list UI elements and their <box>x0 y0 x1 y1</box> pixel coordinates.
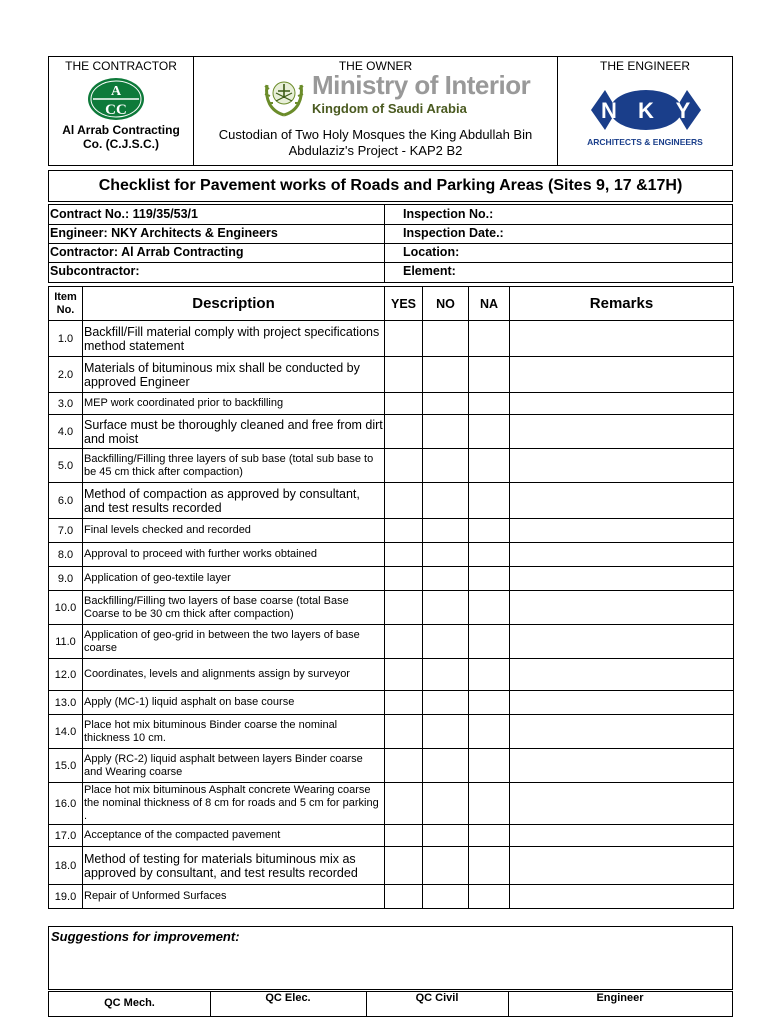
contractor-name-line1: Al Arrab Contracting <box>62 123 180 137</box>
subcontractor: Subcontractor: <box>50 264 140 278</box>
table-header <box>49 287 734 321</box>
remarks-cell[interactable] <box>510 415 734 449</box>
item-no: 19.0 <box>49 885 83 909</box>
na-cell[interactable] <box>469 321 510 357</box>
suggestions-box[interactable] <box>48 926 733 990</box>
item-description: Coordinates, levels and alignments assign by surveyor <box>83 659 385 691</box>
no-cell[interactable] <box>423 659 469 691</box>
remarks-cell[interactable] <box>510 449 734 483</box>
location: Location: <box>403 245 460 259</box>
info-row-3 <box>49 243 732 262</box>
item-description: Apply (MC-1) liquid asphalt on base course <box>83 691 385 715</box>
checklist-table <box>48 286 734 909</box>
item-description: Backfilling/Filling two layers of base coarse (total Base Coarse to be 30 cm thick after compaction) <box>83 591 385 625</box>
item-no: 6.0 <box>49 483 83 519</box>
engineer-cell <box>557 56 733 166</box>
item-no: 10.0 <box>49 591 83 625</box>
remarks-cell[interactable] <box>510 543 734 567</box>
ministry-title: Ministry of Interior <box>312 70 531 100</box>
item-no: 8.0 <box>49 543 83 567</box>
na-cell[interactable] <box>469 749 510 783</box>
owner-label: THE OWNER <box>338 59 413 73</box>
owner-cell <box>193 56 558 166</box>
table-row <box>49 659 734 691</box>
no-cell[interactable] <box>423 519 469 543</box>
item-no: 18.0 <box>49 847 83 885</box>
yes-cell[interactable] <box>385 519 423 543</box>
info-row-2 <box>49 224 732 243</box>
acc-logo <box>87 77 145 121</box>
yes-cell[interactable] <box>385 847 423 885</box>
engineer-info: Engineer: NKY Architects & Engineers <box>50 226 278 240</box>
na-cell[interactable] <box>469 825 510 847</box>
na-cell[interactable] <box>469 449 510 483</box>
yes-cell[interactable] <box>385 415 423 449</box>
na-cell[interactable] <box>469 393 510 415</box>
contractor-cell <box>48 56 194 166</box>
yes-cell[interactable] <box>385 567 423 591</box>
item-no: 13.0 <box>49 691 83 715</box>
na-cell[interactable] <box>469 691 510 715</box>
item-description: Final levels checked and recorded <box>83 519 385 543</box>
item-no: 3.0 <box>49 393 83 415</box>
col-description: Description <box>83 287 385 321</box>
info-row-4 <box>49 262 732 281</box>
table-row <box>49 393 734 415</box>
no-cell[interactable] <box>423 543 469 567</box>
item-no: 11.0 <box>49 625 83 659</box>
item-description: Application of geo-textile layer <box>83 567 385 591</box>
yes-cell[interactable] <box>385 483 423 519</box>
no-cell[interactable] <box>423 321 469 357</box>
signoff-row <box>48 991 733 1017</box>
na-cell[interactable] <box>469 519 510 543</box>
yes-cell[interactable] <box>385 783 423 825</box>
remarks-cell[interactable] <box>510 591 734 625</box>
nky-logo-n: N <box>601 98 617 123</box>
col-remarks: Remarks <box>510 287 734 321</box>
col-na: NA <box>469 287 510 321</box>
remarks-cell[interactable] <box>510 483 734 519</box>
item-description: Acceptance of the compacted pavement <box>83 825 385 847</box>
engineer-label: THE ENGINEER <box>599 59 690 73</box>
remarks-cell[interactable] <box>510 885 734 909</box>
no-cell[interactable] <box>423 749 469 783</box>
no-cell[interactable] <box>423 449 469 483</box>
table-row <box>49 357 734 393</box>
remarks-cell[interactable] <box>510 567 734 591</box>
contract-info <box>48 204 733 283</box>
project-line1: Custodian of Two Holy Mosques the King Abdullah Bin <box>218 127 533 142</box>
yes-cell[interactable] <box>385 393 423 415</box>
col-item-no: Item No. <box>49 287 83 321</box>
table-row <box>49 885 734 909</box>
table-row <box>49 847 734 885</box>
table-row <box>49 625 734 659</box>
ministry-subtitle: Kingdom of Saudi Arabia <box>312 101 467 116</box>
item-no: 4.0 <box>49 415 83 449</box>
no-cell[interactable] <box>423 567 469 591</box>
qc-mech: QC Mech. <box>104 997 155 1009</box>
nky-subtitle: ARCHITECTS & ENGINEERS <box>587 137 703 147</box>
item-description: Backfill/Fill material comply with project specifications method statement <box>83 321 385 357</box>
na-cell[interactable] <box>469 543 510 567</box>
na-cell[interactable] <box>469 567 510 591</box>
item-description: Approval to proceed with further works obtained <box>83 543 385 567</box>
item-description: Place hot mix bituminous Asphalt concrete Wearing coarse the nominal thickness of 8 cm for roads and 5 cm for parking . <box>83 783 385 825</box>
table-row <box>49 543 734 567</box>
remarks-cell[interactable] <box>510 519 734 543</box>
remarks-cell[interactable] <box>510 321 734 357</box>
na-cell[interactable] <box>469 415 510 449</box>
contract-no: Contract No.: 119/35/53/1 <box>50 207 198 221</box>
nky-logo <box>589 87 703 133</box>
nky-logo-y: Y <box>675 98 691 123</box>
table-row <box>49 567 734 591</box>
remarks-cell[interactable] <box>510 659 734 691</box>
remarks-cell[interactable] <box>510 357 734 393</box>
project-description <box>194 127 557 159</box>
item-description: Apply (RC-2) liquid asphalt between layers Binder coarse and Wearing coarse <box>83 749 385 783</box>
na-cell[interactable] <box>469 357 510 393</box>
qc-civil: QC Civil <box>415 992 459 1004</box>
item-no: 17.0 <box>49 825 83 847</box>
yes-cell[interactable] <box>385 885 423 909</box>
project-line2: Abdulaziz's Project - KAP2 B2 <box>288 143 463 158</box>
inspection-date: Inspection Date.: <box>403 226 504 240</box>
no-cell[interactable] <box>423 625 469 659</box>
yes-cell[interactable] <box>385 659 423 691</box>
info-row-1 <box>49 205 732 224</box>
engineer-sign: Engineer <box>596 992 644 1004</box>
yes-cell[interactable] <box>385 449 423 483</box>
no-cell[interactable] <box>423 825 469 847</box>
na-cell[interactable] <box>469 483 510 519</box>
no-cell[interactable] <box>423 591 469 625</box>
no-cell[interactable] <box>423 393 469 415</box>
nky-logo-k: K <box>638 98 654 123</box>
item-description: Repair of Unformed Surfaces <box>83 885 385 909</box>
remarks-cell[interactable] <box>510 847 734 885</box>
checklist-title-box <box>48 170 733 202</box>
item-no: 7.0 <box>49 519 83 543</box>
na-cell[interactable] <box>469 783 510 825</box>
qc-elec: QC Elec. <box>265 992 311 1004</box>
item-no: 14.0 <box>49 715 83 749</box>
remarks-cell[interactable] <box>510 825 734 847</box>
no-cell[interactable] <box>423 783 469 825</box>
item-description: Method of testing for materials bituminous mix as approved by consultant, and test results recorded <box>83 847 385 885</box>
yes-cell[interactable] <box>385 357 423 393</box>
item-description: Application of geo-grid in between the two layers of base coarse <box>83 625 385 659</box>
item-description: Place hot mix bituminous Binder coarse the nominal thickness 10 cm. <box>83 715 385 749</box>
table-row <box>49 691 734 715</box>
remarks-cell[interactable] <box>510 749 734 783</box>
col-yes: YES <box>385 287 423 321</box>
no-cell[interactable] <box>423 691 469 715</box>
remarks-cell[interactable] <box>510 393 734 415</box>
no-cell[interactable] <box>423 847 469 885</box>
col-no: NO <box>423 287 469 321</box>
na-cell[interactable] <box>469 659 510 691</box>
table-row <box>49 825 734 847</box>
yes-cell[interactable] <box>385 825 423 847</box>
item-description: Backfilling/Filling three layers of sub base (total sub base to be 45 cm thick after compaction) <box>83 449 385 483</box>
no-cell[interactable] <box>423 483 469 519</box>
contractor-label: THE CONTRACTOR <box>65 59 177 73</box>
checklist-title: Checklist for Pavement works of Roads and Parking Areas (Sites 9, 17 &17H) <box>98 177 683 194</box>
na-cell[interactable] <box>469 847 510 885</box>
contractor-name <box>49 123 193 151</box>
na-cell[interactable] <box>469 885 510 909</box>
table-row <box>49 749 734 783</box>
suggestions-label: Suggestions for improvement: <box>51 929 240 944</box>
element: Element: <box>403 264 456 278</box>
item-no: 2.0 <box>49 357 83 393</box>
na-cell[interactable] <box>469 591 510 625</box>
item-no: 9.0 <box>49 567 83 591</box>
item-description: Materials of bituminous mix shall be conducted by approved Engineer <box>83 357 385 393</box>
yes-cell[interactable] <box>385 691 423 715</box>
remarks-cell[interactable] <box>510 715 734 749</box>
remarks-cell[interactable] <box>510 783 734 825</box>
ministry-emblem-icon <box>262 71 306 117</box>
inspection-no: Inspection No.: <box>403 207 494 221</box>
item-no: 16.0 <box>49 783 83 825</box>
contractor-info: Contractor: Al Arrab Contracting <box>50 245 244 259</box>
na-cell[interactable] <box>469 715 510 749</box>
no-cell[interactable] <box>423 885 469 909</box>
acc-logo-cc: CC <box>105 102 127 118</box>
na-cell[interactable] <box>469 625 510 659</box>
table-row <box>49 715 734 749</box>
table-row <box>49 783 734 825</box>
yes-cell[interactable] <box>385 543 423 567</box>
table-row <box>49 449 734 483</box>
table-row <box>49 415 734 449</box>
contractor-name-line2: Co. (C.J.S.C.) <box>82 137 159 151</box>
item-description: Surface must be thoroughly cleaned and free from dirt and moist <box>83 415 385 449</box>
item-no: 1.0 <box>49 321 83 357</box>
table-row <box>49 519 734 543</box>
yes-cell[interactable] <box>385 715 423 749</box>
item-no: 5.0 <box>49 449 83 483</box>
table-row <box>49 483 734 519</box>
table-row <box>49 321 734 357</box>
item-description: MEP work coordinated prior to backfilling <box>83 393 385 415</box>
acc-logo-a: A <box>110 84 122 99</box>
no-cell[interactable] <box>423 715 469 749</box>
yes-cell[interactable] <box>385 321 423 357</box>
table-row <box>49 591 734 625</box>
yes-cell[interactable] <box>385 625 423 659</box>
item-no: 12.0 <box>49 659 83 691</box>
yes-cell[interactable] <box>385 591 423 625</box>
yes-cell[interactable] <box>385 749 423 783</box>
item-no: 15.0 <box>49 749 83 783</box>
no-cell[interactable] <box>423 415 469 449</box>
item-description: Method of compaction as approved by consultant, and test results recorded <box>83 483 385 519</box>
remarks-cell[interactable] <box>510 691 734 715</box>
no-cell[interactable] <box>423 357 469 393</box>
remarks-cell[interactable] <box>510 625 734 659</box>
